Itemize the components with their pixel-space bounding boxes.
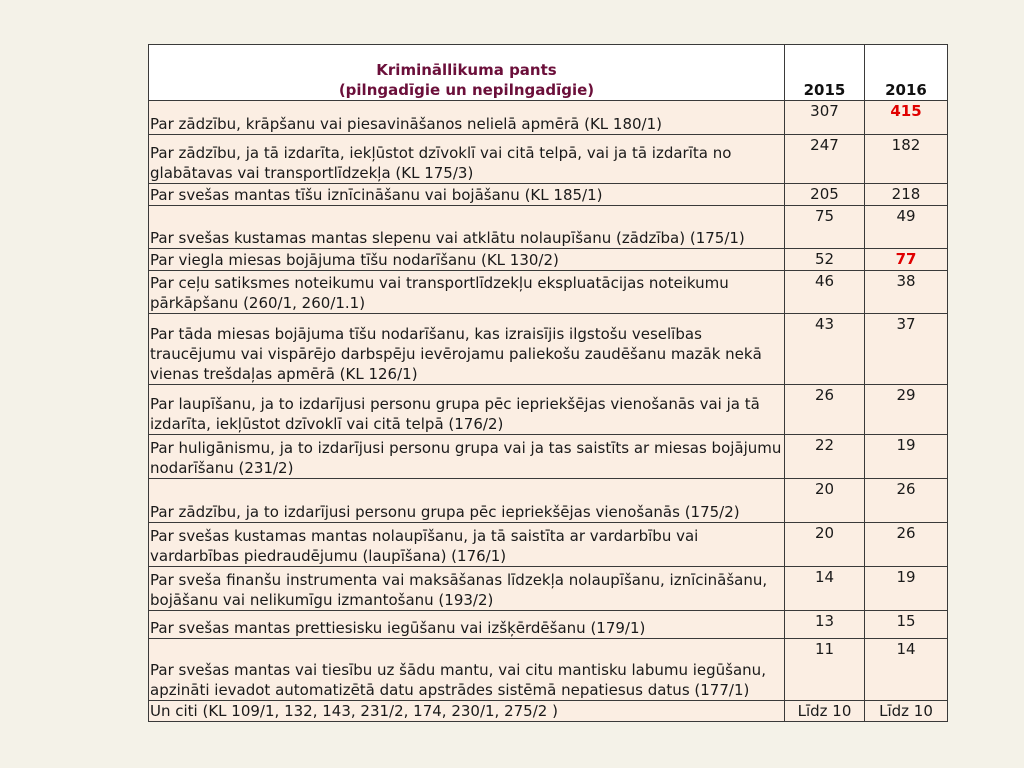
table-row bbox=[149, 206, 948, 249]
row-value-2016: 19 bbox=[865, 567, 948, 611]
table-row bbox=[149, 701, 948, 722]
row-value-2016: 15 bbox=[865, 611, 948, 639]
row-description: Par zādzību, ja tā izdarīta, iekļūstot dzīvoklī vai citā telpā, vai ja tā izdarīta no glabātavas vai transportlīdzekļa (KL 175/3) bbox=[149, 135, 785, 184]
row-description: Par viegla miesas bojājuma tīšu nodarīšanu (KL 130/2) bbox=[149, 249, 785, 271]
row-value-2016: 415 bbox=[865, 101, 948, 135]
table-row bbox=[149, 523, 948, 567]
row-description: Par huligānismu, ja to izdarījusi personu grupa vai ja tas saistīts ar miesas bojājumu nodarīšanu (231/2) bbox=[149, 435, 785, 479]
row-value-2015: 52 bbox=[785, 249, 865, 271]
row-value-2016: 26 bbox=[865, 523, 948, 567]
row-value-2015: 13 bbox=[785, 611, 865, 639]
table-row bbox=[149, 249, 948, 271]
header-year-2015: 2015 bbox=[785, 45, 865, 101]
row-description: Par tāda miesas bojājuma tīšu nodarīšanu, kas izraisījis ilgstošu veselības traucējumu vai vispārējo darbspēju ievērojamu paliekošu zaudēšanu mazāk nekā vienas trešdaļas apmērā (KL 126/1) bbox=[149, 314, 785, 385]
row-value-2015: 20 bbox=[785, 479, 865, 523]
row-description: Par zādzību, krāpšanu vai piesavināšanos nelielā apmērā (KL 180/1) bbox=[149, 101, 785, 135]
row-description: Par ceļu satiksmes noteikumu vai transportlīdzekļu ekspluatācijas noteikumu pārkāpšanu (260/1, 260/1.1) bbox=[149, 271, 785, 314]
table-header-row bbox=[149, 45, 948, 101]
row-value-2015: 11 bbox=[785, 639, 865, 701]
table-row bbox=[149, 385, 948, 435]
table-row bbox=[149, 639, 948, 701]
row-description: Par svešas mantas tīšu iznīcināšanu vai bojāšanu (KL 185/1) bbox=[149, 184, 785, 206]
row-value-2016: 26 bbox=[865, 479, 948, 523]
row-value-2015: 46 bbox=[785, 271, 865, 314]
header-criminal-law-article bbox=[149, 45, 785, 101]
row-value-2016: 14 bbox=[865, 639, 948, 701]
row-value-2016: 38 bbox=[865, 271, 948, 314]
table-row bbox=[149, 567, 948, 611]
row-value-2015: 205 bbox=[785, 184, 865, 206]
row-value-2015: Līdz 10 bbox=[785, 701, 865, 722]
table-row bbox=[149, 611, 948, 639]
row-value-2015: 14 bbox=[785, 567, 865, 611]
table-row bbox=[149, 135, 948, 184]
header-title-line1: Krimināllikuma pants bbox=[376, 61, 557, 79]
row-description: Par svešas mantas prettiesisku iegūšanu vai izšķērdēšanu (179/1) bbox=[149, 611, 785, 639]
row-value-2016: 218 bbox=[865, 184, 948, 206]
row-value-2016: 19 bbox=[865, 435, 948, 479]
row-value-2015: 22 bbox=[785, 435, 865, 479]
table-row bbox=[149, 479, 948, 523]
row-description: Par laupīšanu, ja to izdarījusi personu grupa pēc iepriekšējas vienošanās vai ja tā izdarīta, iekļūstot dzīvoklī vai citā telpā (176/2) bbox=[149, 385, 785, 435]
row-value-2015: 75 bbox=[785, 206, 865, 249]
row-value-2016: 37 bbox=[865, 314, 948, 385]
row-description: Par svešas kustamas mantas slepenu vai atklātu nolaupīšanu (zādzība) (175/1) bbox=[149, 206, 785, 249]
row-value-2016: Līdz 10 bbox=[865, 701, 948, 722]
table-row bbox=[149, 184, 948, 206]
row-value-2015: 26 bbox=[785, 385, 865, 435]
row-value-2015: 247 bbox=[785, 135, 865, 184]
row-description: Par zādzību, ja to izdarījusi personu grupa pēc iepriekšējas vienošanās (175/2) bbox=[149, 479, 785, 523]
row-value-2016: 29 bbox=[865, 385, 948, 435]
row-description: Un citi (KL 109/1, 132, 143, 231/2, 174, 230/1, 275/2 ) bbox=[149, 701, 785, 722]
header-year-2016: 2016 bbox=[865, 45, 948, 101]
table-row bbox=[149, 314, 948, 385]
row-value-2015: 43 bbox=[785, 314, 865, 385]
row-value-2015: 20 bbox=[785, 523, 865, 567]
header-title-line2: (pilngadīgie un nepilngadīgie) bbox=[338, 81, 595, 99]
row-value-2015: 307 bbox=[785, 101, 865, 135]
table-row bbox=[149, 271, 948, 314]
crime-statistics-table bbox=[148, 44, 948, 722]
table-row bbox=[149, 101, 948, 135]
row-value-2016: 49 bbox=[865, 206, 948, 249]
row-value-2016: 182 bbox=[865, 135, 948, 184]
row-description: Par svešas kustamas mantas nolaupīšanu, ja tā saistīta ar vardarbību vai vardarbības piedraudējumu (laupīšana) (176/1) bbox=[149, 523, 785, 567]
table-body bbox=[149, 101, 948, 722]
row-value-2016: 77 bbox=[865, 249, 948, 271]
table-row bbox=[149, 435, 948, 479]
row-description: Par sveša finanšu instrumenta vai maksāšanas līdzekļa nolaupīšanu, iznīcināšanu, bojāšanu vai nelikumīgu izmantošanu (193/2) bbox=[149, 567, 785, 611]
row-description: Par svešas mantas vai tiesību uz šādu mantu, vai citu mantisku labumu iegūšanu, apzināti ievadot automatizētā datu apstrādes sistēmā nepatiesus datus (177/1) bbox=[149, 639, 785, 701]
